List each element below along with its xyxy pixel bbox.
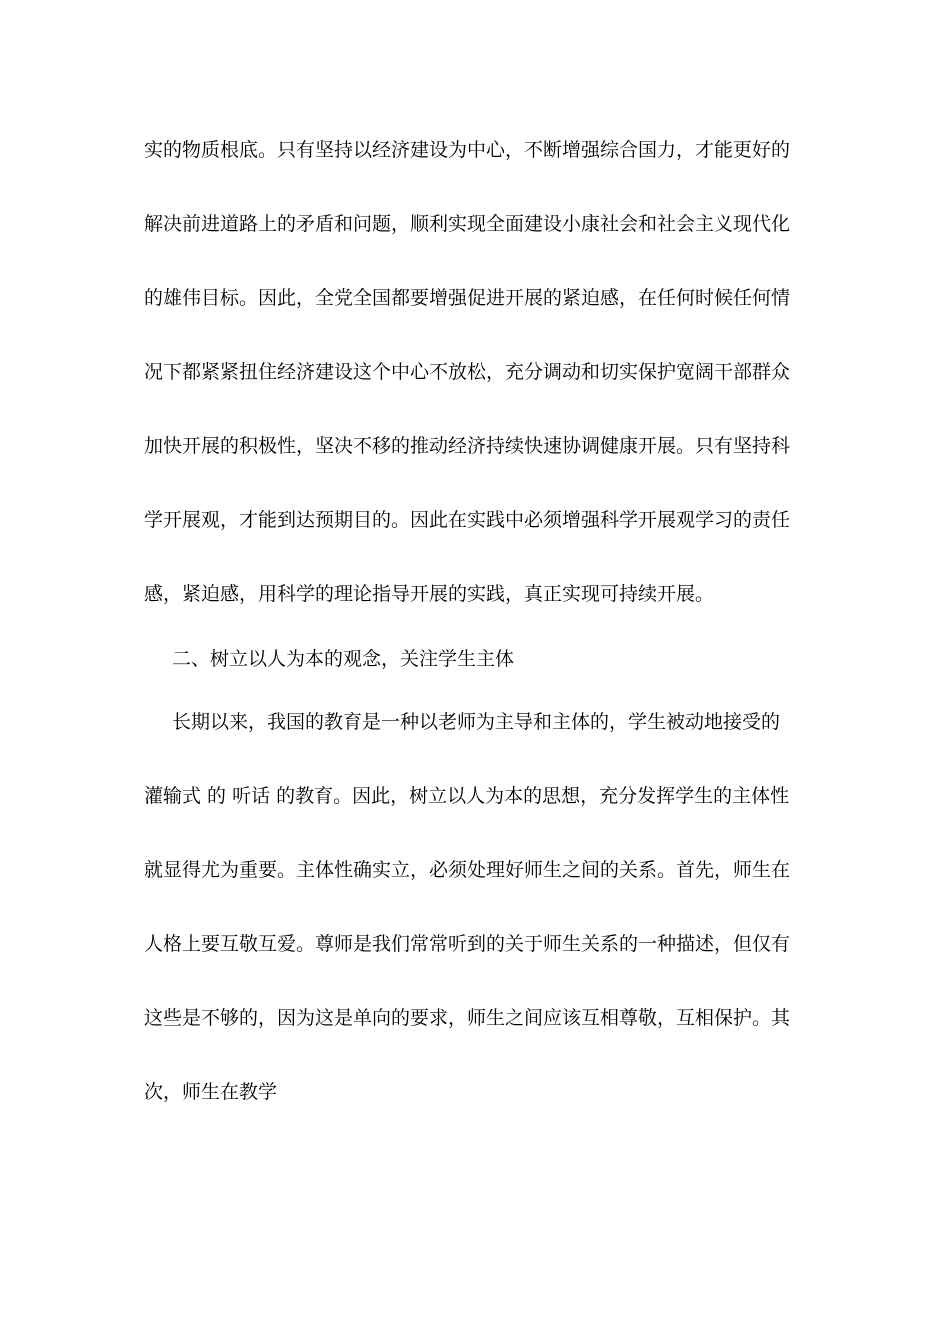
paragraph-line: 实的物质根底。只有坚持以经济建设为中心，不断增强综合国力，才能更好的 xyxy=(144,139,791,161)
paragraph-line: 解决前进道路上的矛盾和问题，顺利实现全面建设小康社会和社会主义现代化 xyxy=(144,213,791,235)
paragraph-line: 灌输式 的 听话 的教育。因此，树立以人为本的思想，充分发挥学生的主体性 xyxy=(144,785,790,807)
paragraph-line: 次，师生在教学 xyxy=(144,1081,278,1103)
paragraph-line: 长期以来，我国的教育是一种以老师为主导和主体的，学生被动地接受的 xyxy=(172,711,781,733)
paragraph-line: 感，紧迫感，用科学的理论指导开展的实践，真正实现可持续开展。 xyxy=(144,583,715,605)
paragraph-line: 的雄伟目标。因此，全党全国都要增强促进开展的紧迫感，在任何时候任何情 xyxy=(144,287,791,309)
section-heading: 二、树立以人为本的观念，关注学生主体 xyxy=(172,648,515,670)
paragraph-line: 加快开展的积极性，坚决不移的推动经济持续快速协调健康开展。只有坚持科 xyxy=(144,435,791,457)
paragraph-line: 就显得尤为重要。主体性确实立，必须处理好师生之间的关系。首先，师生在 xyxy=(144,859,791,881)
paragraph-line: 学开展观，才能到达预期目的。因此在实践中必须增强科学开展观学习的责任 xyxy=(144,509,791,531)
paragraph-line: 人格上要互敬互爱。尊师是我们常常听到的关于师生关系的一种描述，但仅有 xyxy=(144,933,791,955)
paragraph-line: 这些是不够的，因为这是单向的要求，师生之间应该互相尊敬，互相保护。其 xyxy=(144,1007,791,1029)
paragraph-line: 况下都紧紧扭住经济建设这个中心不放松，充分调动和切实保护宽阔干部群众 xyxy=(144,361,791,383)
